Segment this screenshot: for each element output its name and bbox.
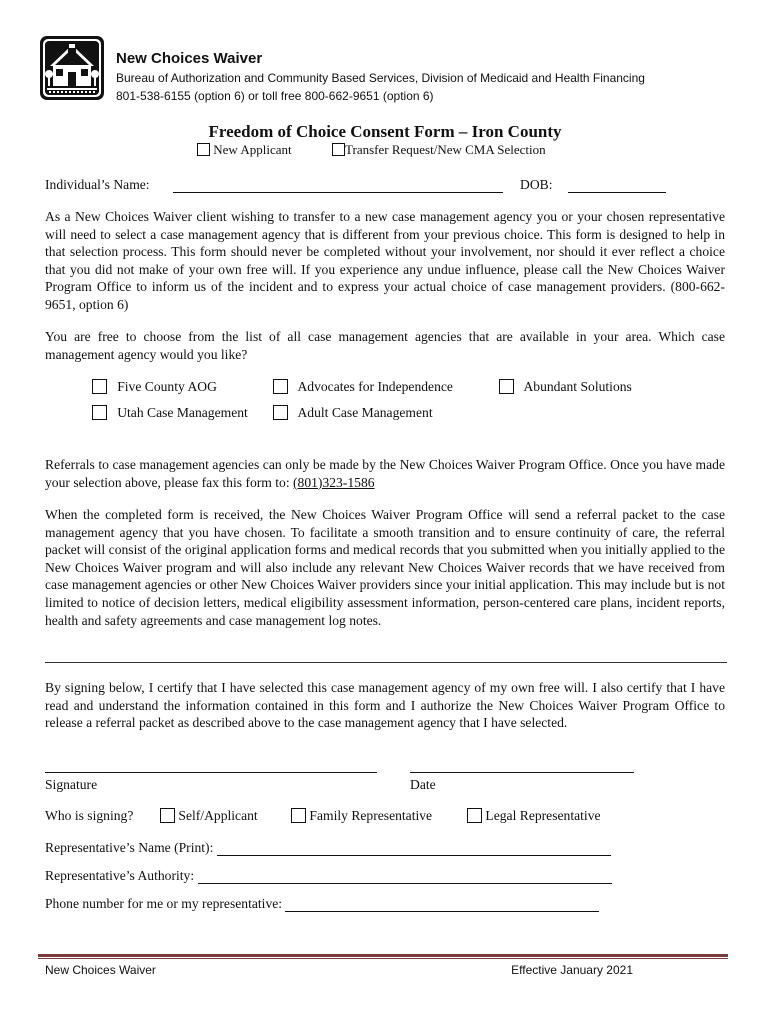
- fax-number: (801)323-1586: [293, 474, 375, 490]
- rep-name-row: [45, 840, 611, 856]
- agency-option: [92, 405, 248, 421]
- self-applicant-checkbox[interactable]: [160, 808, 175, 823]
- legal-representative-checkbox[interactable]: [467, 808, 482, 823]
- rep-authority-row: [45, 868, 612, 884]
- dob-row: [520, 177, 666, 193]
- footer-left: New Choices Waiver: [45, 963, 156, 977]
- date-label: Date: [410, 777, 436, 792]
- bureau-line: Bureau of Authorization and Community Based Services, Division of Medicaid and Health Financing: [116, 71, 645, 85]
- rep-authority-label: Representative’s Authority:: [45, 868, 195, 883]
- who-option-label: Family Representative: [309, 808, 433, 823]
- agency-label: Five County AOG: [117, 379, 217, 394]
- footer-rule-thin: [38, 958, 728, 959]
- agency-option: [499, 379, 632, 395]
- agency-checkbox-advocates-for-independence[interactable]: [273, 379, 288, 394]
- fax-instructions-paragraph: [45, 456, 725, 491]
- rep-authority-field[interactable]: [198, 868, 612, 884]
- agency-option: [92, 379, 217, 395]
- date-line[interactable]: [410, 772, 634, 773]
- transfer-request-checkbox[interactable]: [332, 143, 345, 156]
- agency-label: Utah Case Management: [117, 405, 248, 420]
- new-applicant-checkbox[interactable]: [197, 143, 210, 156]
- new-applicant-label: New Applicant: [213, 142, 292, 157]
- who-option: [467, 808, 601, 824]
- transfer-request-option: [332, 142, 546, 158]
- dob-label: DOB:: [520, 177, 553, 192]
- agency-checkbox-five-county-aog[interactable]: [92, 379, 107, 394]
- phone-number-row: [45, 896, 599, 912]
- agency-checkbox-abundant-solutions[interactable]: [499, 379, 514, 394]
- rep-name-label: Representative’s Name (Print):: [45, 840, 214, 855]
- who-signing-label: Who is signing?: [45, 808, 134, 823]
- transfer-instructions-paragraph: As a New Choices Waiver client wishing to transfer to a new case management agency you or your chosen representative will need to select a case management agency that is different from your previous choice. This form is designed to help in that selection process. This form should never be completed without your involvement, nor should it ever reflect a choice that you did not make of your own free will. If you experience any undue influence, please call the New Choices Waiver Program Office to inform us of the incident and to express your actual choice of case management providers. (800-662-9651, option 6): [45, 209, 725, 312]
- house-icon: [40, 36, 104, 100]
- who-option: [160, 808, 258, 824]
- individual-name-row: [45, 177, 503, 193]
- agency-choice-paragraph: You are free to choose from the list of all case management agencies that are available in your area. Which case management agency would you like?: [45, 329, 725, 362]
- signature-line[interactable]: [45, 772, 377, 773]
- form-title: Freedom of Choice Consent Form – Iron County: [208, 122, 562, 141]
- individual-name-field[interactable]: [173, 177, 503, 193]
- section-divider: [45, 662, 727, 663]
- agency-label: Abundant Solutions: [523, 379, 632, 394]
- fax-instructions-text: Referrals to case management agencies can only be made by the New Choices Waiver Program Office. Once you have made your selection above, please fax this form to:: [45, 457, 725, 490]
- org-name: New Choices Waiver: [116, 50, 263, 67]
- phone-number-label: Phone number for me or my representative:: [45, 896, 283, 911]
- agency-label: Adult Case Management: [297, 405, 433, 420]
- dob-field[interactable]: [568, 177, 666, 193]
- phone-number-field[interactable]: [285, 896, 599, 912]
- agency-option: [273, 379, 453, 395]
- rep-name-field[interactable]: [217, 840, 611, 856]
- footer-rule: [38, 954, 728, 957]
- referral-packet-paragraph: When the completed form is received, the New Choices Waiver Program Office will send a referral packet to the case management agency that you have chosen. To facilitate a smooth transition and to ensure continuity of care, the referral packet will consist of the original application forms and medical records that you submitted when you initially applied to the New Choices Waiver program and will also include any relevant New Choices Waiver records that we have received from case management agencies or other New Choices Waiver providers since your initial application. This may include but is not limited to notice of decision letters, medical eligibility assessment information, person-centered care plans, incident reports, health and safety agreements and case management log notes.: [45, 507, 725, 628]
- individual-name-label: Individual’s Name:: [45, 177, 150, 192]
- who-option: [291, 808, 432, 824]
- signature-label: Signature: [45, 777, 98, 792]
- phone-line: 801-538-6155 (option 6) or toll free 800-662-9651 (option 6): [116, 89, 434, 103]
- agency-label: Advocates for Independence: [297, 379, 453, 394]
- certification-paragraph: By signing below, I certify that I have selected this case management agency of my own free will. I also certify that I have read and understand the information contained in this form and I authorize the New Choices Waiver Program Office to release a referral packet as described above to the case management agency that I have selected.: [45, 680, 725, 731]
- agency-checkbox-adult-case-management[interactable]: [273, 405, 288, 420]
- new-applicant-option: [197, 142, 292, 158]
- agency-option: [273, 405, 433, 421]
- who-option-label: Self/Applicant: [178, 808, 258, 823]
- transfer-request-label: Transfer Request/New CMA Selection: [345, 142, 546, 157]
- family-representative-checkbox[interactable]: [291, 808, 306, 823]
- who-option-label: Legal Representative: [485, 808, 601, 823]
- agency-checkbox-utah-case-management[interactable]: [92, 405, 107, 420]
- footer-right: Effective January 2021: [511, 963, 633, 977]
